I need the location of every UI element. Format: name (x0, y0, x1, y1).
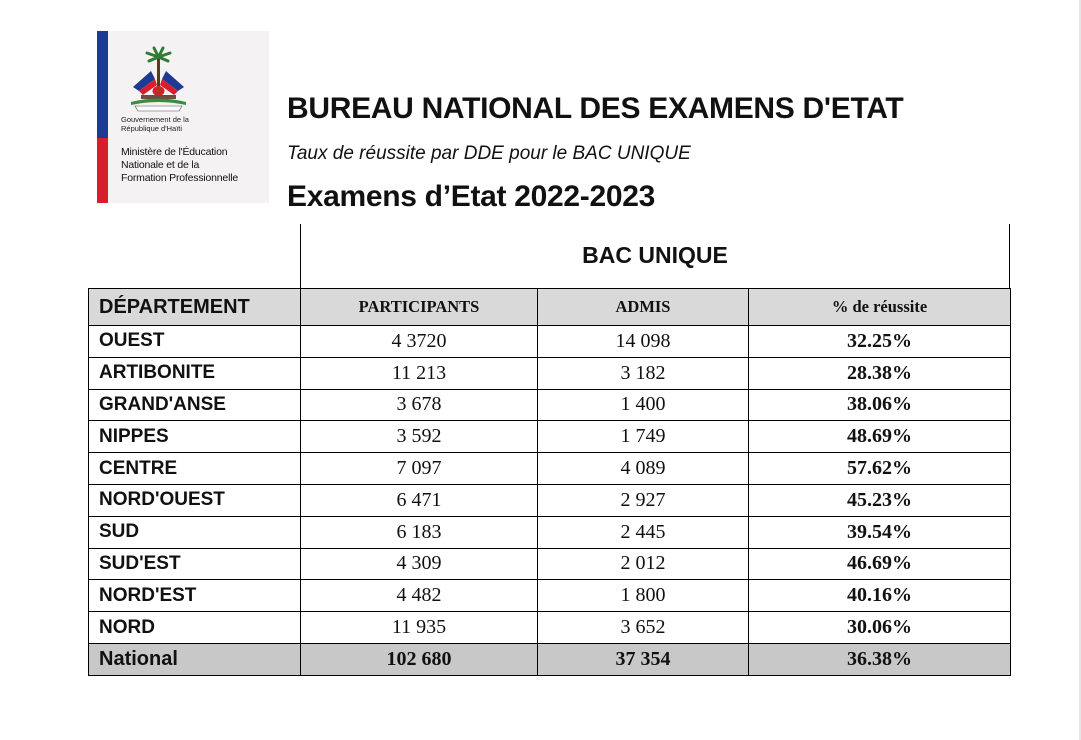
participants-cell: 4 309 (301, 548, 538, 580)
column-header-admis: ADMIS (538, 289, 749, 326)
department-cell: SUD (89, 516, 301, 548)
success-rate-cell: 30.06% (749, 612, 1011, 644)
national-label-cell: National (89, 643, 301, 675)
participants-cell: 4 3720 (301, 326, 538, 358)
results-table (88, 288, 1011, 676)
department-cell: CENTRE (89, 453, 301, 485)
participants-cell: 3 678 (301, 389, 538, 421)
column-header-participants: PARTICIPANTS (301, 289, 538, 326)
success-rate-cell: 28.38% (749, 357, 1011, 389)
success-rate-cell: 32.25% (749, 326, 1011, 358)
success-rate-cell: 40.16% (749, 580, 1011, 612)
exam-year-title: Examens d’Etat 2022-2023 (287, 180, 656, 213)
table-row (89, 484, 1011, 516)
ministry-label (121, 146, 238, 185)
column-header-departement: DÉPARTEMENT (89, 289, 301, 326)
department-cell: NIPPES (89, 421, 301, 453)
gov-line-2: République d'Haïti (121, 124, 183, 133)
success-rate-cell: 39.54% (749, 516, 1011, 548)
admis-cell: 2 012 (538, 548, 749, 580)
table-row (89, 516, 1011, 548)
success-rate-cell: 38.06% (749, 389, 1011, 421)
table-row (89, 612, 1011, 644)
national-participants-cell: 102 680 (301, 643, 538, 675)
admis-cell: 2 445 (538, 516, 749, 548)
flag-blue-band (97, 31, 108, 138)
gov-line-1: Gouvernement de la (121, 115, 189, 124)
column-header-reussite: % de réussite (749, 289, 1011, 326)
national-total-row (89, 643, 1011, 675)
department-cell: GRAND'ANSE (89, 389, 301, 421)
department-cell: NORD'EST (89, 580, 301, 612)
success-rate-cell: 45.23% (749, 484, 1011, 516)
admis-cell: 4 089 (538, 453, 749, 485)
success-rate-cell: 48.69% (749, 421, 1011, 453)
admis-cell: 1 400 (538, 389, 749, 421)
table-row (89, 548, 1011, 580)
national-admis-cell: 37 354 (538, 643, 749, 675)
table-row (89, 453, 1011, 485)
document-subtitle: Taux de réussite par DDE pour le BAC UNIQUE (287, 143, 691, 164)
national-success-rate-cell: 36.38% (749, 643, 1011, 675)
ministry-line-2: Nationale et de la (121, 159, 200, 171)
ministry-logo (97, 31, 269, 203)
department-cell: OUEST (89, 326, 301, 358)
table-row (89, 357, 1011, 389)
flag-red-band (97, 138, 108, 203)
success-rate-cell: 46.69% (749, 548, 1011, 580)
participants-cell: 11 213 (301, 357, 538, 389)
success-rate-cell: 57.62% (749, 453, 1011, 485)
ministry-line-1: Ministère de l'Éducation (121, 146, 228, 158)
department-cell: SUD'EST (89, 548, 301, 580)
participants-cell: 6 183 (301, 516, 538, 548)
admis-cell: 2 927 (538, 484, 749, 516)
admis-cell: 14 098 (538, 326, 749, 358)
table-row (89, 580, 1011, 612)
department-cell: ARTIBONITE (89, 357, 301, 389)
department-cell: NORD (89, 612, 301, 644)
table-row (89, 421, 1011, 453)
table-row (89, 326, 1011, 358)
department-cell: NORD'OUEST (89, 484, 301, 516)
government-label (121, 115, 189, 133)
participants-cell: 6 471 (301, 484, 538, 516)
participants-cell: 7 097 (301, 453, 538, 485)
group-header-bac-unique: BAC UNIQUE (582, 242, 728, 268)
admis-cell: 3 652 (538, 612, 749, 644)
participants-cell: 11 935 (301, 612, 538, 644)
admis-cell: 1 800 (538, 580, 749, 612)
participants-cell: 4 482 (301, 580, 538, 612)
table-header-row (89, 289, 1011, 326)
document-title: BUREAU NATIONAL DES EXAMENS D'ETAT (287, 92, 904, 125)
haiti-coat-of-arms-icon (121, 45, 196, 115)
admis-cell: 1 749 (538, 421, 749, 453)
ministry-line-3: Formation Professionnelle (121, 172, 238, 184)
table-row (89, 389, 1011, 421)
participants-cell: 3 592 (301, 421, 538, 453)
admis-cell: 3 182 (538, 357, 749, 389)
